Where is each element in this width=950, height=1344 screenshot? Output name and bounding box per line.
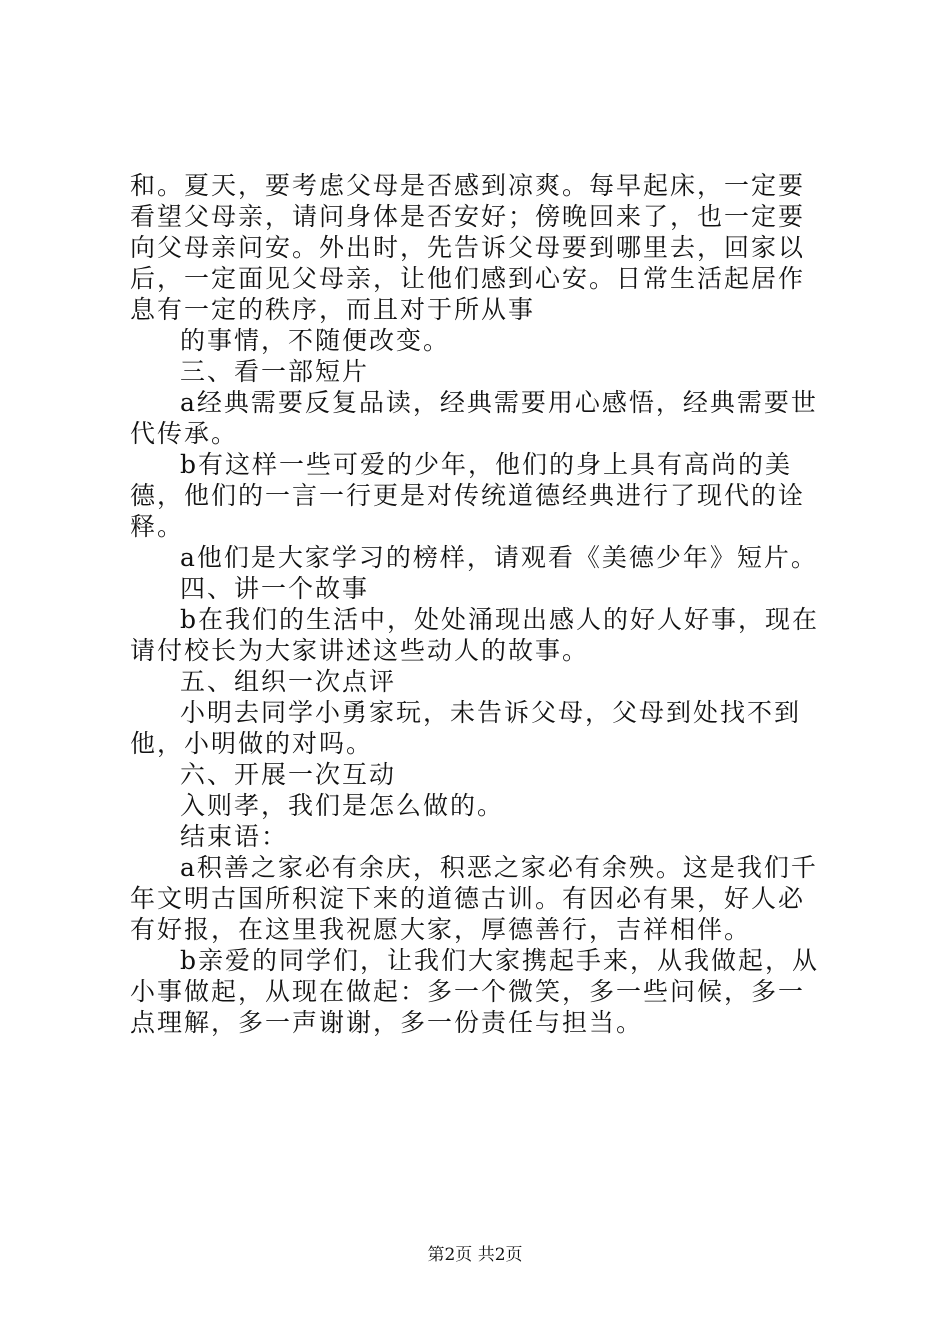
paragraph-15: b亲爱的同学们，让我们大家携起手来，从我做起，从小事做起，从现在做起：多一个微笑，多一些问候，多一点理解，多一声谢谢，多一份责任与担当。 [130,946,820,1037]
paragraph-4: a经典需要反复品读，经典需要用心感悟，经典需要世代传承。 [130,388,818,448]
section-heading-5: 五、组织一次点评 [180,667,397,696]
page-number-footer: 第2页 共2页 [427,1245,523,1265]
paragraph-8: b在我们的生活中，处处涌现出感人的好人好事，现在请付校长为大家讲述这些动人的故事。 [130,605,820,665]
paragraph-12: 入则孝，我们是怎么做的。 [180,791,505,820]
section-heading-6: 六、开展一次互动 [180,760,397,789]
section-heading-3: 三、看一部短片 [180,357,370,386]
paragraph-1: 和。夏天，要考虑父母是否感到凉爽。每早起床，一定要看望父母亲，请问身体是否安好；傍晚回来了，也一定要向父母亲问安。外出时，先告诉父母要到哪里去，回家以后，一定面见父母亲，让他们感到心安。日常生活起居作息有一定的秩序，而且对于所从事 [130,171,806,324]
paragraph-6: a他们是大家学习的榜样，请观看《美德少年》短片。 [180,543,818,572]
paragraph-10: 小明去同学小勇家玩，未告诉父母，父母到处找不到他，小明做的对吗。 [130,698,802,758]
closing-heading: 结束语： [180,822,289,851]
section-heading-4: 四、讲一个故事 [180,574,370,603]
paragraph-2: 的事情，不随便改变。 [180,326,451,355]
paragraph-5: b有这样一些可爱的少年，他们的身上具有高尚的美德，他们的一言一行更是对传统道德经典进行了现代的诠释。 [130,450,806,541]
paragraph-14: a积善之家必有余庆，积恶之家必有余殃。这是我们千年文明古国所积淀下来的道德古训。有因必有果，好人必有好报，在这里我祝愿大家，厚德善行，吉祥相伴。 [130,853,818,944]
document-body [130,170,830,1038]
